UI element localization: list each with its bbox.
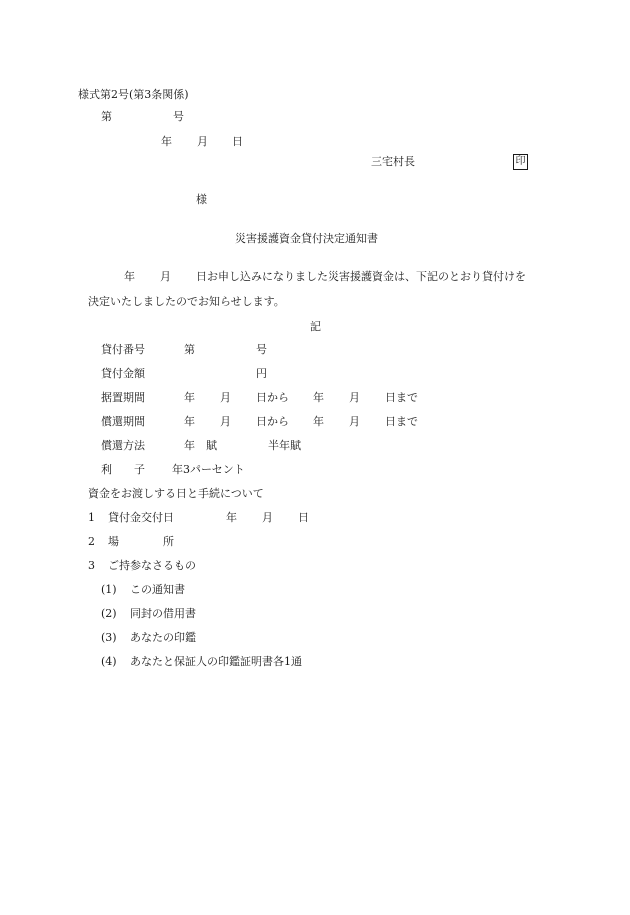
subitem-text: 同封の借用書: [130, 607, 196, 620]
repayment-start-month: 月: [220, 415, 231, 428]
deferment-end-day: 日まで: [385, 391, 418, 404]
body-year: 年: [124, 270, 135, 283]
handover-item-1-day: 日: [298, 511, 309, 524]
handover-item-2-label: 場 所: [108, 535, 174, 548]
deferment-end-year: 年: [313, 391, 324, 404]
handover-item-2-number: 2: [88, 535, 95, 548]
repayment-start-day: 日から: [256, 415, 289, 428]
repayment-method-semiannual: 半年賦: [268, 439, 301, 452]
handover-heading: 資金をお渡しする日と手続について: [88, 487, 264, 500]
loan-number-label: 貸付番号: [101, 343, 145, 356]
interest-label: 利 子: [101, 463, 145, 476]
loan-number-go: 号: [256, 343, 267, 356]
body-line2: 決定いたしましたのでお知らせします。: [88, 295, 285, 308]
handover-item-3-number: 3: [88, 559, 95, 572]
loan-amount-yen: 円: [256, 367, 267, 380]
document-number-go: 号: [173, 110, 184, 123]
repayment-period-label: 償還期間: [101, 415, 145, 428]
subitem-text: この通知書: [130, 583, 185, 596]
recipient-suffix: 様: [196, 193, 207, 206]
deferment-start-day: 日から: [256, 391, 289, 404]
repayment-end-year: 年: [313, 415, 324, 428]
repayment-end-month: 月: [349, 415, 360, 428]
subitem-number: (4): [101, 655, 117, 668]
body-month: 月: [160, 270, 171, 283]
form-code: 様式第2号(第3条関係): [78, 88, 189, 101]
subitem-number: (2): [101, 607, 117, 620]
handover-item-1-number: 1: [88, 511, 95, 524]
handover-item-1-year: 年: [226, 511, 237, 524]
loan-amount-label: 貸付金額: [101, 367, 145, 380]
body-line1: 日お申し込みになりました災害援護資金は、下記のとおり貸付けを: [196, 270, 526, 283]
subitem-text: あなたと保証人の印鑑証明書各1通: [130, 655, 302, 668]
repayment-method-label: 償還方法: [101, 439, 145, 452]
loan-number-dai: 第: [184, 343, 195, 356]
subitem-number: (1): [101, 583, 117, 596]
deferment-start-year: 年: [184, 391, 195, 404]
deferment-label: 据置期間: [101, 391, 145, 404]
handover-item-3-label: ご持参なさるもの: [108, 559, 196, 572]
deferment-end-month: 月: [349, 391, 360, 404]
deferment-start-month: 月: [220, 391, 231, 404]
issuer-name: 三宅村長: [371, 155, 415, 168]
date-month: 月: [197, 135, 208, 148]
date-year: 年: [161, 135, 172, 148]
repayment-method-annual: 年 賦: [184, 439, 217, 452]
interest-rate: 年3パーセント: [172, 463, 245, 476]
handover-item-1-label: 貸付金交付日: [108, 511, 174, 524]
subitem-number: (3): [101, 631, 117, 644]
subitem-text: あなたの印鑑: [130, 631, 196, 644]
handover-item-1-month: 月: [262, 511, 273, 524]
document-title: 災害援護資金貸付決定通知書: [235, 232, 378, 245]
repayment-end-day: 日まで: [385, 415, 418, 428]
seal-mark: 印: [513, 154, 528, 170]
document-number-dai: 第: [101, 110, 112, 123]
repayment-start-year: 年: [184, 415, 195, 428]
ki-heading: 記: [310, 320, 321, 333]
date-day: 日: [232, 135, 243, 148]
